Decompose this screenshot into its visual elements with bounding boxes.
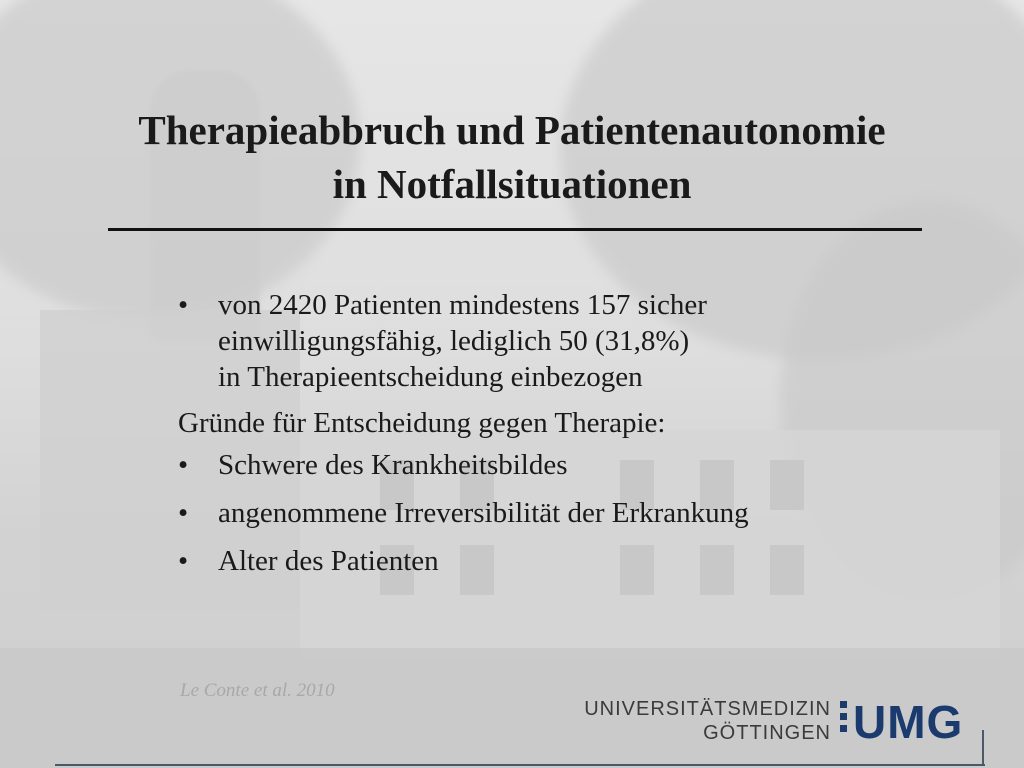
bullet-icon: • — [178, 545, 189, 577]
reason-text: Schwere des Krankheitsbildes — [218, 449, 568, 481]
statistics-line-2: einwilligungsfähig, lediglich 50 (31,8%) — [218, 325, 690, 357]
bullet-item-statistics — [178, 287, 938, 395]
footer-rule-tick — [982, 730, 984, 766]
slide-body — [178, 287, 938, 579]
bullet-item-reason — [178, 543, 938, 579]
citation: Le Conte et al. 2010 — [180, 680, 335, 701]
bullet-icon: • — [178, 289, 189, 321]
title-line-2: in Notfallsituationen — [332, 161, 692, 207]
title-line-1: Therapieabbruch und Patientenautonomie — [138, 107, 886, 153]
slide-title — [60, 103, 964, 211]
bullet-item-reason — [178, 447, 938, 483]
bullet-icon: • — [178, 449, 189, 481]
umg-logo — [584, 696, 976, 748]
reason-text: angenommene Irreversibilität der Erkrankung — [218, 497, 749, 529]
statistics-line-1: von 2420 Patienten mindestens 157 sicher — [218, 289, 707, 321]
logo-mark: UMG — [853, 696, 964, 748]
logo-dots-icon — [840, 701, 848, 737]
logo-text-line-2: GÖTTINGEN — [703, 722, 831, 744]
title-underline — [108, 228, 922, 231]
statistics-line-3: in Therapieentscheidung einbezogen — [218, 361, 643, 393]
logo-text-line-1: UNIVERSITÄTSMEDIZIN — [584, 698, 831, 720]
reason-text: Alter des Patienten — [218, 545, 439, 577]
reasons-heading: Gründe für Entscheidung gegen Therapie: — [178, 407, 666, 439]
bullet-item-reason — [178, 495, 938, 531]
bullet-icon: • — [178, 497, 189, 529]
footer-rule — [55, 764, 985, 766]
